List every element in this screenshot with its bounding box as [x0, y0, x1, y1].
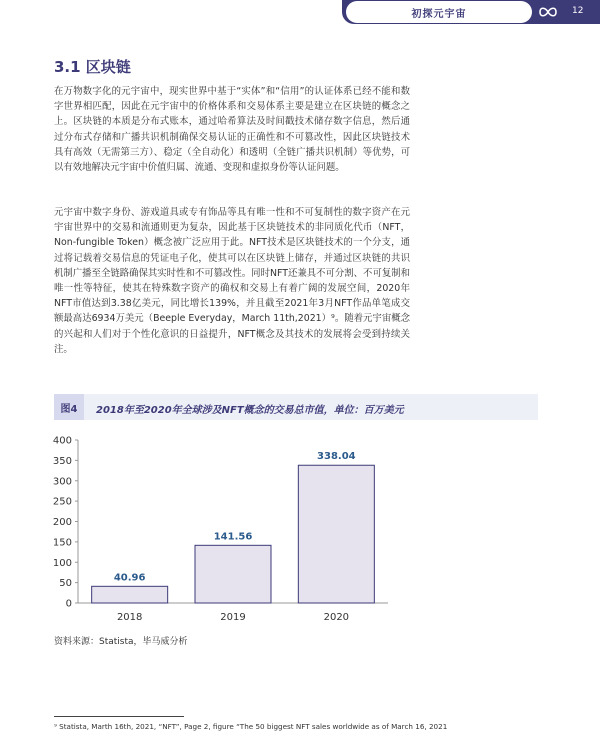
paragraph-blockchain-intro: 在万物数字化的元宇宙中，现实世界中基于“实体”和“信用”的认证体系已经不能和数字世界相匹配，因此在元宇宙中的价格体系和交易体系主要是建立在区块链的概念之上。区块链的本质是分布式账本，通过哈希算法及时间戳技术储存数字信息，然后通过分布式存储和广播共识机制确保交易认证的正确性和不可篡改性，因此区块链技术具有高效（无需第三方）、稳定（全自动化）和透明（全链广播共识机制）等优势，可以有效地解决元宇宙中价值归属、流通、变现和虚拟身份等认证问题。 [54, 86, 410, 174]
y-tick-label: 100 [52, 557, 72, 569]
bar-2018 [92, 586, 168, 603]
y-tick-label: 400 [52, 435, 72, 447]
x-tick-label-2018: 2018 [116, 612, 143, 623]
x-tick-label-2020: 2020 [323, 612, 350, 623]
y-tick-label: 350 [52, 455, 72, 467]
figure-title: 2018年至2020年全球涉及NFT概念的交易总市值，单位：百万美元 [96, 405, 404, 416]
header-title: 初探元宇宙 [411, 8, 467, 20]
y-tick-label: 200 [52, 517, 72, 528]
bar-value-label-2020: 338.04 [317, 451, 356, 463]
page-number: 12 [572, 6, 584, 16]
figure-label: 图4 [54, 394, 84, 420]
bar-2019 [195, 545, 271, 603]
bar-value-label-2019: 141.56 [213, 531, 253, 543]
bar-value-label-2018: 40.96 [113, 572, 146, 584]
bar-2020 [298, 465, 374, 603]
y-tick-label: 150 [52, 537, 72, 549]
figure-source: 资料来源：Statista，毕马威分析 [54, 637, 188, 647]
y-tick-label: 250 [52, 496, 72, 508]
footnote-divider [54, 716, 184, 717]
x-tick-label-2019: 2019 [220, 612, 246, 623]
y-tick-label: 50 [59, 578, 72, 590]
section-title: 3.1 区块链 [54, 58, 131, 76]
y-tick-label: 0 [65, 598, 72, 610]
footnote: ⁹ Statista, Marth 16th, 2021, “NFT”, Page 2, figure “The 50 biggest NFT sales worldwide as of March 16, 2021 [54, 722, 448, 731]
paragraph-nft: 元宇宙中数字身份、游戏道具或专有饰品等具有唯一性和不可复制性的数字资产在元宇宙世界中的交易和流通则更为复杂，因此基于区块链技术的非同质化代币（NFT，Non-fungible Token）概念被广泛应用于此。NFT技术是区块链技术的一个分支，通过将记载着交易信息的凭证电子化，使其可以在区块链上储存，并通过区块链的共识机制广播至全链路确保其实时性和不可篡改性。同时NFT还兼具不可分割、不可复制和唯一性等特征，使其在特殊数字资产的确权和交易上有着广阔的发展空间，2020年NFT市值达到3.38亿美元，同比增长139%，并且截至2021年3月NFT作品单笔成交额最高达6934万美元（Beeple Everyday，March 11th,2021）⁹。随着元宇宙概念的兴起和人们对于个性化意识的日益提升，NFT概念及其技术的发展将会受到持续关注。 [54, 207, 410, 355]
y-tick-label: 300 [52, 476, 72, 488]
